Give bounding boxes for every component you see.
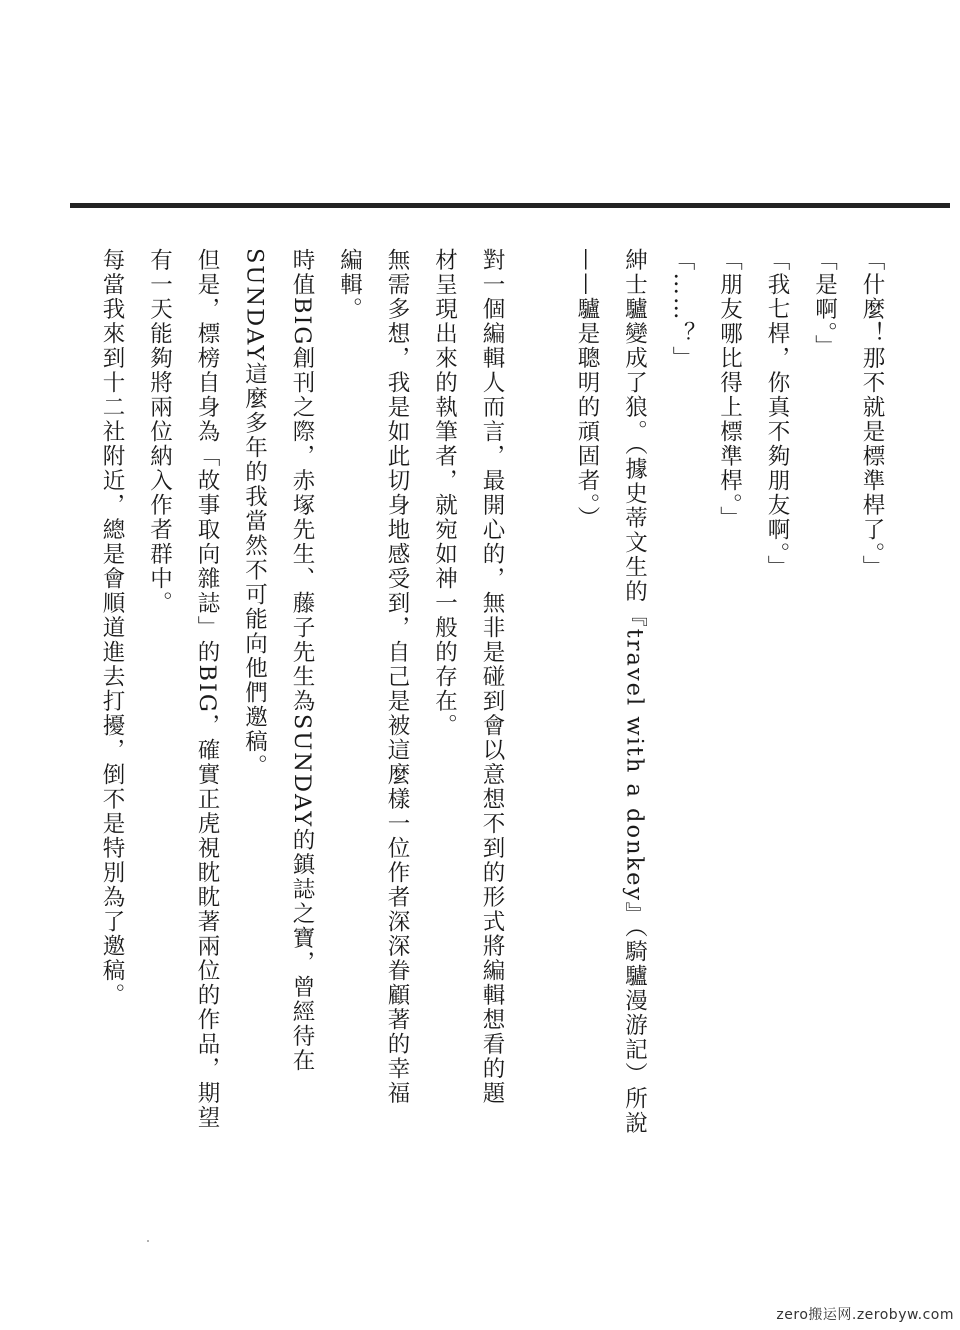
text-line: 編輯。: [336, 248, 363, 322]
text-line: 「朋友哪比得上標準桿。」: [716, 248, 743, 531]
text-line: 「是啊。」: [811, 248, 838, 360]
text-line: 時值BIG創刊之際，赤塚先生、藤子先生為SUNDAY的鎮誌之寶，曾經待在: [289, 248, 315, 1074]
text-line: 有一天能夠將兩位納入作者群中。: [146, 248, 173, 616]
text-line: 「什麼！那不就是標準桿了。」: [859, 248, 885, 580]
vertical-text-body: [65, 248, 895, 1136]
scan-speck: [147, 1240, 149, 1242]
text-line: 但是，標榜自身為「故事取向雜誌」的BIG，確實正虎視眈眈著兩位的作品，期望: [194, 248, 220, 1131]
watermark-text: zero搬运网.zerobyw.com: [776, 1307, 954, 1323]
text-line: 「……？」: [669, 248, 695, 371]
text-line: SUNDAY這麼多年的我當然不可能向他們邀稿。: [241, 248, 268, 779]
text-line: 無需多想，我是如此切身地感受到，自己是被這麼樣一位作者深深眷顧著的幸福: [384, 248, 410, 1106]
horizontal-rule: [70, 203, 950, 208]
text-line: 「我七桿，你真不夠朋友啊。」: [764, 248, 790, 580]
text-line: 材呈現出來的執筆者，就宛如神一般的存在。: [431, 248, 458, 738]
text-line: 紳士驢變成了狼。（據史蒂文生的『travel with a donkey』（騎驢漫游記）所說: [621, 248, 648, 1136]
text-line: 對一個編輯人而言，最開心的，無非是碰到會以意想不到的形式將編輯想看的題: [479, 248, 505, 1106]
text-line: ——驢是聰明的頑固者。）: [574, 248, 600, 531]
blank-line: [515, 248, 563, 1078]
text-line: 每當我來到十二社附近，總是會順道進去打擾，倒不是特別為了邀稿。: [99, 248, 125, 1008]
